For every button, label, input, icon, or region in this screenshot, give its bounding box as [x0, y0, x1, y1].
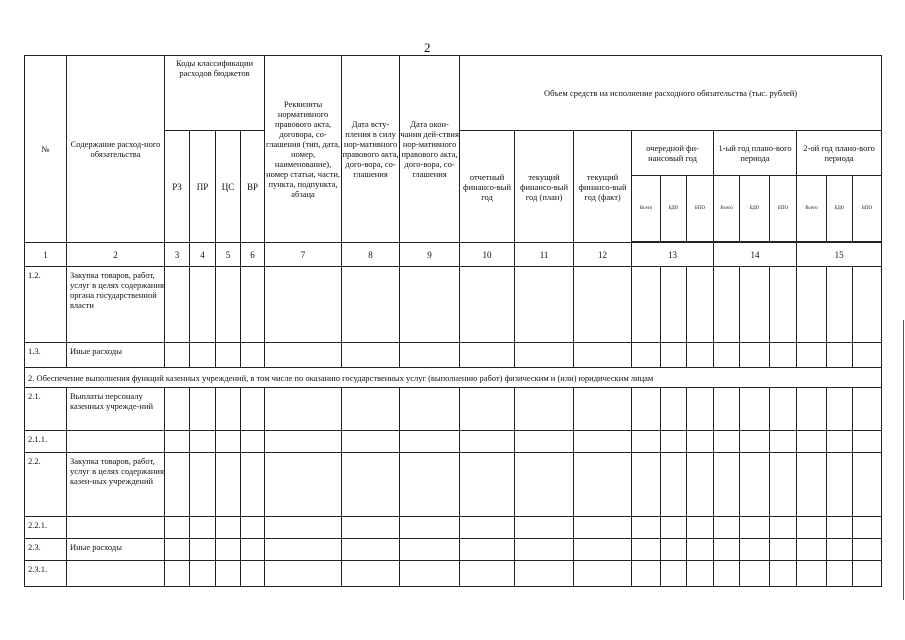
table-row	[25, 453, 882, 517]
col-num-6: 6	[241, 243, 265, 267]
header-content: Содержание расход-ного обязательства	[67, 56, 165, 243]
row-content: Выплаты персоналу казенных учрежде-ний	[67, 388, 165, 431]
header-date-start: Дата всту-пления в силу нор-мативного правового акта, дого-вора, со-глашения	[342, 56, 400, 243]
header-volume: Объем средств на исполнение расходного обязательства (тыс. рублей)	[460, 56, 882, 131]
row-number: 2.3.	[25, 539, 67, 561]
row-number: 2.1.1.	[25, 431, 67, 453]
col-num-12: 12	[574, 243, 632, 267]
header-plan1-bpo: БПО	[770, 176, 797, 242]
header-next-bpo: БПО	[687, 176, 714, 242]
expense-obligations-table	[24, 55, 882, 587]
header-vr: ВР	[241, 131, 265, 243]
col-num-11: 11	[515, 243, 574, 267]
col-num-13: 13	[632, 243, 714, 267]
row-content	[67, 517, 165, 539]
row-number: 2.2.1.	[25, 517, 67, 539]
header-current-fact: текущий финансо-вый год (факт)	[574, 131, 632, 243]
header-plan2: 2-ой год плано-вого периода	[797, 131, 882, 176]
col-num-4: 4	[190, 243, 216, 267]
col-num-5: 5	[216, 243, 241, 267]
row-number: 1.2.	[25, 267, 67, 343]
table-row	[25, 431, 882, 453]
header-next-year: очередной фи-нансовый год	[632, 131, 714, 176]
column-number-row	[25, 243, 882, 267]
header-rz: РЗ	[165, 131, 190, 243]
table-row	[25, 517, 882, 539]
row-number: 2.2.	[25, 453, 67, 517]
header-codes: Коды классификации расходов бюджетов	[165, 56, 265, 131]
col-num-10: 10	[460, 243, 515, 267]
col-num-15: 15	[797, 243, 882, 267]
page-number: 2	[424, 40, 431, 55]
header-reporting-year: отчетный финансо-вый год	[460, 131, 515, 243]
header-plan2-vsego: Всего	[797, 176, 827, 242]
expense-obligations-table-wrapper	[24, 55, 882, 587]
row-number: 1.3.	[25, 343, 67, 368]
table-row	[25, 561, 882, 587]
header-next-bdo: БДО	[661, 176, 687, 242]
header-pr: ПР	[190, 131, 216, 243]
scan-margin-line	[903, 320, 904, 600]
col-num-2: 2	[67, 243, 165, 267]
row-content	[67, 431, 165, 453]
row-content: Иные расходы	[67, 343, 165, 368]
col-num-8: 8	[342, 243, 400, 267]
header-plan1-bdo: БДО	[740, 176, 770, 242]
row-content: Иные расходы	[67, 539, 165, 561]
header-plan1: 1-ый год плано-вого периода	[714, 131, 797, 176]
row-content: Закупка товаров, работ, услуг в целях содержания казен-ных учреждений	[67, 453, 165, 517]
col-num-14: 14	[714, 243, 797, 267]
col-num-3: 3	[165, 243, 190, 267]
header-requisites: Реквизиты нормативного правового акта, договора, со-глашения (тип, дата, номер, наименование), номер статьи, части, пункта, подпункта, абзаца	[265, 56, 342, 243]
row-number: 2.1.	[25, 388, 67, 431]
header-current-plan: текущий финансо-вый год (план)	[515, 131, 574, 243]
section-row	[25, 368, 882, 388]
section-2-title: 2. Обеспечение выполнения функций казенных учреждений, в том числе по оказанию государственных услуг (выполнению работ) физическим и (или) юридическим лицам	[25, 368, 882, 388]
table-row	[25, 539, 882, 561]
header-plan1-vsego: Всего	[714, 176, 740, 242]
header-next-vsego: Всего	[632, 176, 661, 242]
row-content: Закупка товаров, работ, услуг в целях содержания органа государственной власти	[67, 267, 165, 343]
table-row	[25, 267, 882, 343]
table-row	[25, 343, 882, 368]
header-cs: ЦС	[216, 131, 241, 243]
header-number: №	[25, 56, 67, 243]
col-num-7: 7	[265, 243, 342, 267]
header-plan2-bpo: БПО	[853, 176, 882, 242]
header-date-end: Дата окон-чания дей-ствия нор-мативного правового акта, дого-вора, со-глашения	[400, 56, 460, 243]
row-number: 2.3.1.	[25, 561, 67, 587]
row-content	[67, 561, 165, 587]
table-row	[25, 388, 882, 431]
col-num-9: 9	[400, 243, 460, 267]
header-plan2-bdo: БДО	[827, 176, 853, 242]
col-num-1: 1	[25, 243, 67, 267]
